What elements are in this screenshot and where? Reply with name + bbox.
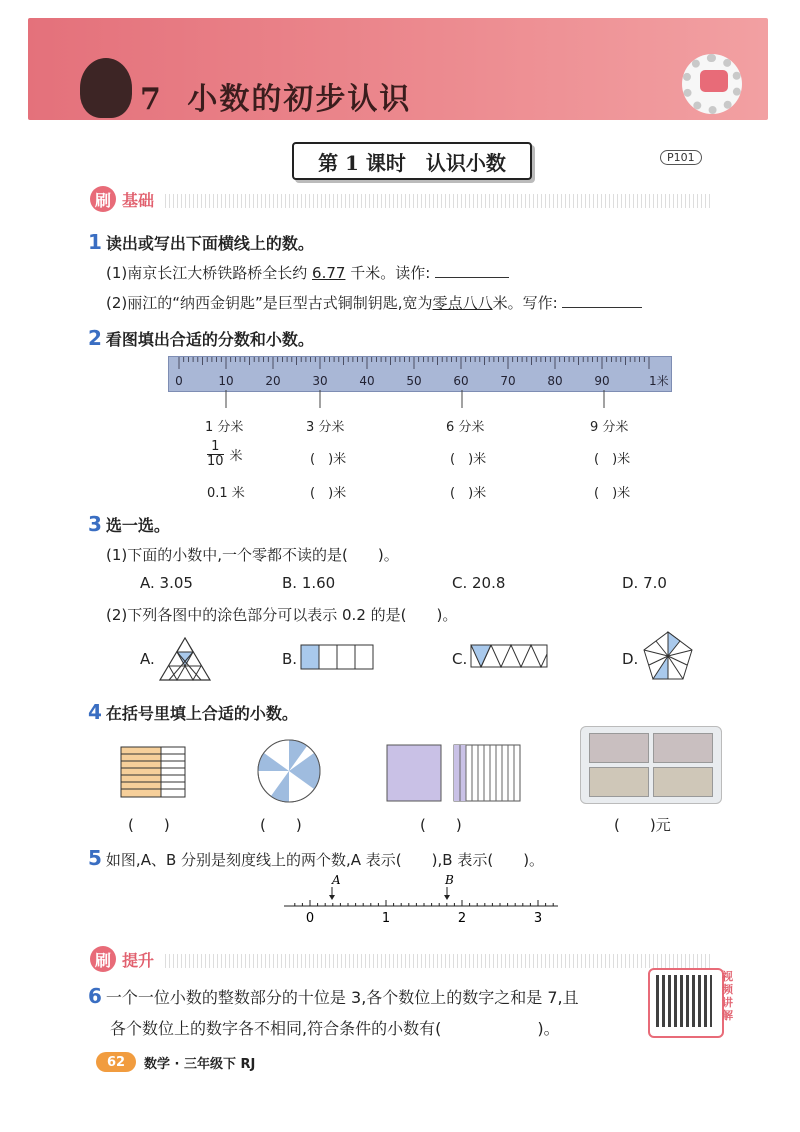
page-number: 62 <box>96 1052 136 1072</box>
q3-sub1: (1)下面的小数中,一个零都不读的是( )。 <box>106 546 399 564</box>
fraction-blank[interactable]: ( )米 <box>310 452 347 467</box>
banknotes-image <box>580 726 722 804</box>
triangle-figure <box>158 636 212 682</box>
q4-blank-4[interactable]: ( )元 <box>614 816 671 834</box>
question-text-line2[interactable]: 各个数位上的数字各不相同,符合条件的小数有( )。 <box>110 1019 560 1038</box>
q1-item-1 <box>106 262 509 283</box>
ruler-label: 20 <box>265 374 281 388</box>
chapter-number: 7 <box>140 82 163 117</box>
q1-item-1-pre: (1)南京长江大桥铁路桥全长约 <box>106 264 313 282</box>
q4-blank-2[interactable]: ( ) <box>260 816 302 834</box>
fraction-blank[interactable]: ( )米 <box>450 452 487 467</box>
q1-item-2-post: 米。写作: <box>492 294 558 312</box>
question-5 <box>88 846 544 870</box>
section-badge: 刷 <box>90 946 116 972</box>
striped-rectangle-figure <box>120 746 186 798</box>
figure-option-d[interactable]: D. <box>622 650 639 668</box>
fraction-example <box>207 440 243 469</box>
option-c[interactable]: C. 20.8 <box>452 574 506 592</box>
ruler-label: 0 <box>175 374 183 388</box>
question-2-title <box>88 326 314 350</box>
option-d[interactable]: D. 7.0 <box>622 574 667 592</box>
ruler-pointers <box>168 390 670 416</box>
qr-code[interactable] <box>648 968 724 1038</box>
footer <box>96 1052 255 1072</box>
figure-option-c[interactable]: C. <box>452 650 468 668</box>
q4-blank-3[interactable]: ( ) <box>420 816 462 834</box>
col-label: 9 分米 <box>590 420 629 435</box>
col-label: 3 分米 <box>306 420 345 435</box>
question-text: 看图填出合适的分数和小数。 <box>105 330 314 349</box>
ruler-label: 60 <box>453 374 469 388</box>
section-advanced <box>90 946 154 972</box>
answer-blank[interactable] <box>562 307 642 308</box>
section-label: 基础 <box>122 190 155 210</box>
fraction-unit: 米 <box>229 449 243 464</box>
question-6 <box>88 984 579 1008</box>
number-line-label: 3 <box>533 911 543 926</box>
number-line-label: 0 <box>305 911 315 926</box>
decimal-blank[interactable]: ( )米 <box>594 486 631 501</box>
section-basic <box>90 186 154 212</box>
q3-sub2: (2)下列各图中的涂色部分可以表示 0.2 的是( )。 <box>106 606 458 624</box>
col-label: 1 分米 <box>205 420 244 435</box>
marker-a-label: A <box>332 873 341 887</box>
number-line-label: 1 <box>381 911 391 926</box>
fraction-numerator: 1 <box>211 439 220 454</box>
decimal-blank[interactable]: ( )米 <box>450 486 487 501</box>
ruler-label: 30 <box>312 374 328 388</box>
pentagon-figure <box>642 630 694 682</box>
q1-item-2-pre: (2)丽江的“纳西金钥匙”是巨型古式铜制钥匙,宽为 <box>106 294 433 312</box>
col-label: 6 分米 <box>446 420 485 435</box>
q1-item-1-number: 6.77 <box>312 264 346 282</box>
q4-blank-1[interactable]: ( ) <box>128 816 170 834</box>
ruler-label: 10 <box>218 374 234 388</box>
figure-option-b[interactable]: B. <box>282 650 298 668</box>
ruler-label: 50 <box>406 374 422 388</box>
page-reference: P101 <box>660 150 702 165</box>
question-text-line1: 一个一位小数的整数部分的十位是 3,各个数位上的数字之和是 7,且 <box>105 988 579 1007</box>
section-divider <box>165 194 710 208</box>
question-number: 2 <box>88 326 102 350</box>
section-label: 提升 <box>122 950 155 970</box>
ruler-label: 70 <box>500 374 516 388</box>
section-divider <box>165 954 710 968</box>
question-3-title <box>88 512 170 536</box>
meter-ruler <box>168 356 672 392</box>
fraction-denominator: 10 <box>207 454 224 469</box>
ruler-label: 90 <box>594 374 610 388</box>
q1-item-2-number: 零点八八 <box>432 294 493 312</box>
number-line <box>282 872 562 928</box>
question-text: 读出或写出下面横线上的数。 <box>105 234 314 253</box>
question-number: 6 <box>88 984 102 1008</box>
lesson-title: 第 1 课时 认识小数 <box>292 142 532 180</box>
circle-figure <box>256 738 322 804</box>
zigzag-figure <box>470 644 548 668</box>
option-a[interactable]: A. 3.05 <box>140 574 193 592</box>
number-line-label: 2 <box>457 911 467 926</box>
square-and-strips-figure <box>386 744 522 802</box>
ruler-label: 1米 <box>649 374 669 388</box>
decimal-blank[interactable]: ( )米 <box>310 486 347 501</box>
chapter-title: 小数的初步认识 <box>187 82 412 117</box>
question-number: 4 <box>88 700 102 724</box>
question-number: 5 <box>88 846 102 870</box>
question-number: 3 <box>88 512 102 536</box>
marker-b-label: B <box>445 873 454 887</box>
ruler-label: 80 <box>547 374 563 388</box>
question-1-title <box>88 230 314 254</box>
video-explain-label[interactable]: 视频讲解 <box>722 970 733 1022</box>
question-text: 如图,A、B 分别是刻度线上的两个数,A 表示( ),B 表示( )。 <box>105 851 545 869</box>
question-text: 在括号里填上合适的小数。 <box>105 704 298 723</box>
question-text: 选一选。 <box>105 516 170 535</box>
question-number: 1 <box>88 230 102 254</box>
figure-option-a[interactable]: A. <box>140 650 155 668</box>
ruler-label: 40 <box>359 374 375 388</box>
q1-item-1-post: 千米。读作: <box>345 264 431 282</box>
mascot-avatar <box>80 58 132 118</box>
subject-label: 数学 · 三年级下 RJ <box>144 1056 256 1072</box>
question-4-title <box>88 700 298 724</box>
robot-icon <box>700 70 728 92</box>
option-b[interactable]: B. 1.60 <box>282 574 336 592</box>
strip-figure <box>300 644 374 670</box>
q1-item-2 <box>106 292 642 313</box>
decimal-example: 0.1 米 <box>207 486 245 501</box>
fraction-blank[interactable]: ( )米 <box>594 452 631 467</box>
section-badge: 刷 <box>90 186 116 212</box>
chapter-heading <box>140 74 411 118</box>
ruler-ticks <box>169 357 671 391</box>
answer-blank[interactable] <box>435 277 509 278</box>
